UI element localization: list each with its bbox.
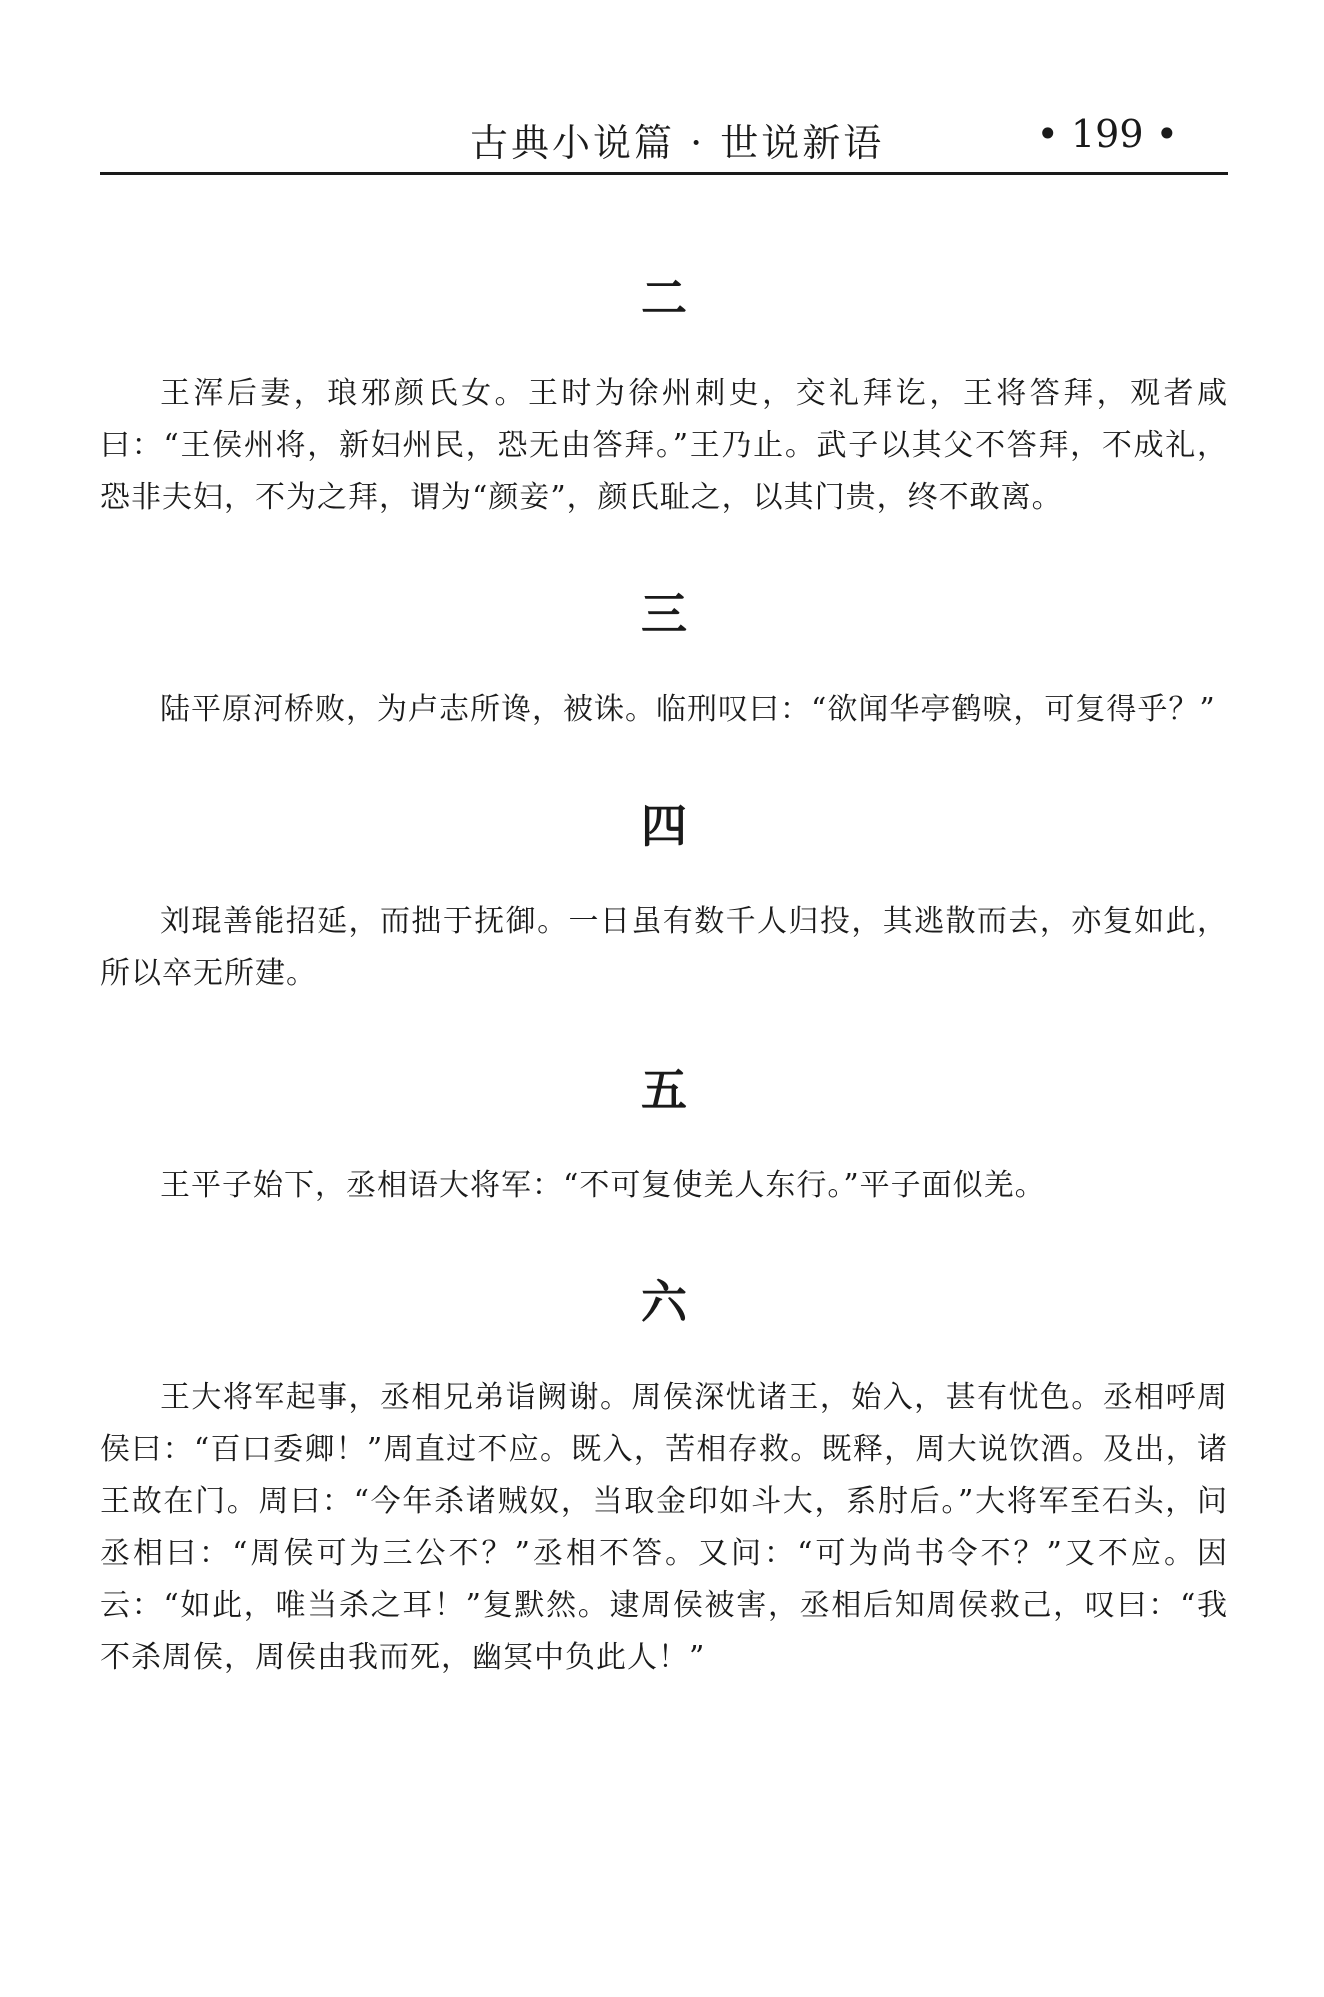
section-paragraph: 王浑后妻，琅邪颜氏女。王时为徐州刺史，交礼拜讫，王将答拜，观者咸曰：“王侯州将，新妇州民，恐无由答拜。”王乃止。武子以其父不答拜，不成礼，恐非夫妇，不为之拜，谓为“颜妾”，颜氏耻之，以其门贵，终不敢离。: [100, 376, 1228, 515]
section-paragraph: 王大将军起事，丞相兄弟诣阙谢。周侯深忧诸王，始入，甚有忧色。丞相呼周侯曰：“百口委卿！”周直过不应。既入，苦相存救。既释，周大说饮酒。及出，诸王故在门。周曰：“今年杀诸贼奴，当取金印如斗大，系肘后。”大将军至石头，问丞相曰：“周侯可为三公不？”丞相不答。又问：“可为尚书令不？”又不应。因云：“如此，唯当杀之耳！”复默然。逮周侯被害，丞相后知周侯救己，叹曰：“我不杀周侯，周侯由我而死，幽冥中负此人！”: [100, 1380, 1228, 1675]
section-paragraph: 王平子始下，丞相语大将军：“不可复使羌人东行。”平子面似羌。: [160, 1168, 1046, 1203]
section-3: [100, 584, 1228, 736]
section-heading: 五: [641, 1063, 687, 1117]
section-heading: 四: [641, 799, 687, 853]
running-title: 古典小说篇 · 世说新语: [470, 121, 885, 165]
section-2: [100, 268, 1228, 524]
section-6: [100, 1272, 1228, 1684]
section-heading: 二: [641, 271, 687, 325]
section-paragraph: 刘琨善能招延，而拙于抚御。一日虽有数千人归投，其逃散而去，亦复如此，所以卒无所建。: [100, 904, 1228, 991]
page-number: • 199 •: [1036, 112, 1178, 156]
chapter-sections: [100, 268, 1228, 1744]
section-heading: 六: [641, 1275, 687, 1329]
section-paragraph: 陆平原河桥败，为卢志所谗，被诛。临刑叹曰：“欲闻华亭鹤唳，可复得乎？”: [160, 692, 1216, 727]
section-heading: 三: [641, 587, 687, 641]
section-5: [100, 1060, 1228, 1212]
running-header: [100, 108, 1228, 175]
section-4: [100, 796, 1228, 1000]
